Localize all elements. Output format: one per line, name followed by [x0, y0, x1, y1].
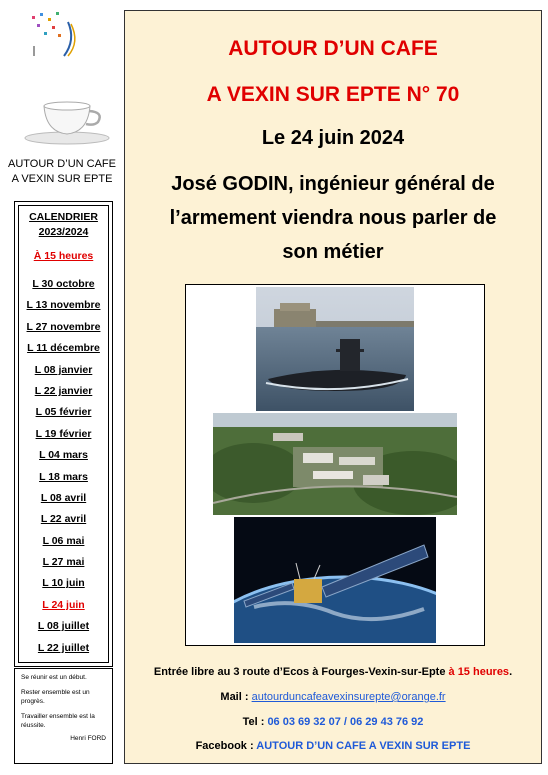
- calendar-date: L 30 octobre: [32, 278, 95, 290]
- quote-line1: Se réunir est un début.: [21, 674, 87, 681]
- main-title-line1: AUTOUR D’UN CAFE: [228, 37, 438, 60]
- logo-icon: [28, 10, 88, 60]
- calendar-date-current: L 24 juin: [42, 598, 85, 611]
- calendar-date: L 05 février: [35, 406, 92, 419]
- calendar-date: L 18 mars: [39, 470, 88, 483]
- entry-time: à 15 heures: [448, 666, 510, 678]
- calendar-title-line1: CALENDRIER: [29, 211, 98, 223]
- calendar-date: L 22 juillet: [37, 641, 90, 654]
- entry-suffix: .: [509, 666, 513, 678]
- tel-value: 06 03 69 32 07 / 06 29 43 76 92: [267, 716, 424, 728]
- mail-label: Mail :: [220, 691, 252, 703]
- speaker-line1: José GODIN, ingénieur général de: [171, 173, 495, 195]
- entry-info: [125, 666, 541, 678]
- calendar-date: L 13 novembre: [26, 299, 101, 312]
- calendar-box: [14, 201, 113, 667]
- tel-line: [125, 716, 541, 728]
- satellite-photo: [234, 517, 436, 643]
- sidebar-title-line2: A VEXIN SUR EPTE: [11, 173, 113, 185]
- submarine-photo: [256, 287, 414, 411]
- quote-author: Henri FORD: [70, 735, 106, 742]
- calendar-date: L 22 avril: [40, 513, 87, 526]
- speaker-line3: son métier: [282, 241, 384, 263]
- speaker-line2: l’armement viendra nous parler de: [169, 207, 497, 229]
- calendar-dates: [19, 277, 108, 662]
- calendar-date: L 27 novembre: [26, 320, 101, 333]
- calendar-date: L 08 avril: [40, 491, 87, 504]
- calendar-date: L 19 février: [35, 427, 92, 440]
- calendar-date: L 08 juillet: [37, 620, 90, 633]
- campus-aerial-photo: [213, 413, 457, 515]
- calendar-date: L 04 mars: [39, 449, 88, 462]
- mail-link[interactable]: autourduncafeavexinsurepte@orange.fr: [251, 691, 446, 703]
- calendar-date: L 06 mai: [42, 534, 85, 547]
- sidebar-title: [0, 157, 124, 187]
- quote-line2: Rester ensemble est un progrès.: [21, 689, 90, 705]
- calendar-title-line2: 2023/2024: [38, 226, 89, 238]
- image-collage: [185, 284, 485, 646]
- speaker-text: [139, 167, 527, 269]
- quote-box: [14, 668, 113, 764]
- facebook-label: Facebook :: [195, 740, 257, 752]
- facebook-value: AUTOUR D’UN CAFE A VEXIN SUR EPTE: [256, 740, 471, 752]
- calendar-hour: À 15 heures: [33, 250, 94, 262]
- main-panel: [124, 10, 542, 764]
- quote-line3: Travailler ensemble est la réussite.: [21, 713, 95, 729]
- calendar-inner: [18, 205, 109, 663]
- calendar-title: [19, 210, 108, 240]
- event-date: Le 24 juin 2024: [261, 127, 405, 149]
- calendar-date: L 10 juin: [42, 577, 85, 590]
- sidebar-title-line1: AUTOUR D’UN CAFE: [8, 158, 116, 170]
- mail-line: [125, 691, 541, 703]
- coffee-cup-icon: [22, 98, 112, 146]
- entry-text: Entrée libre au 3 route d’Ecos à Fourges-Vexin-sur-Epte: [153, 666, 449, 678]
- calendar-date: L 22 janvier: [34, 384, 93, 397]
- calendar-date: L 11 décembre: [27, 342, 100, 355]
- main-title-line2: A VEXIN SUR EPTE N° 70: [206, 83, 460, 106]
- calendar-date: L 27 mai: [42, 556, 85, 569]
- tel-label: Tel :: [242, 716, 268, 728]
- facebook-line: [125, 740, 541, 752]
- calendar-date: L 08 janvier: [34, 363, 93, 376]
